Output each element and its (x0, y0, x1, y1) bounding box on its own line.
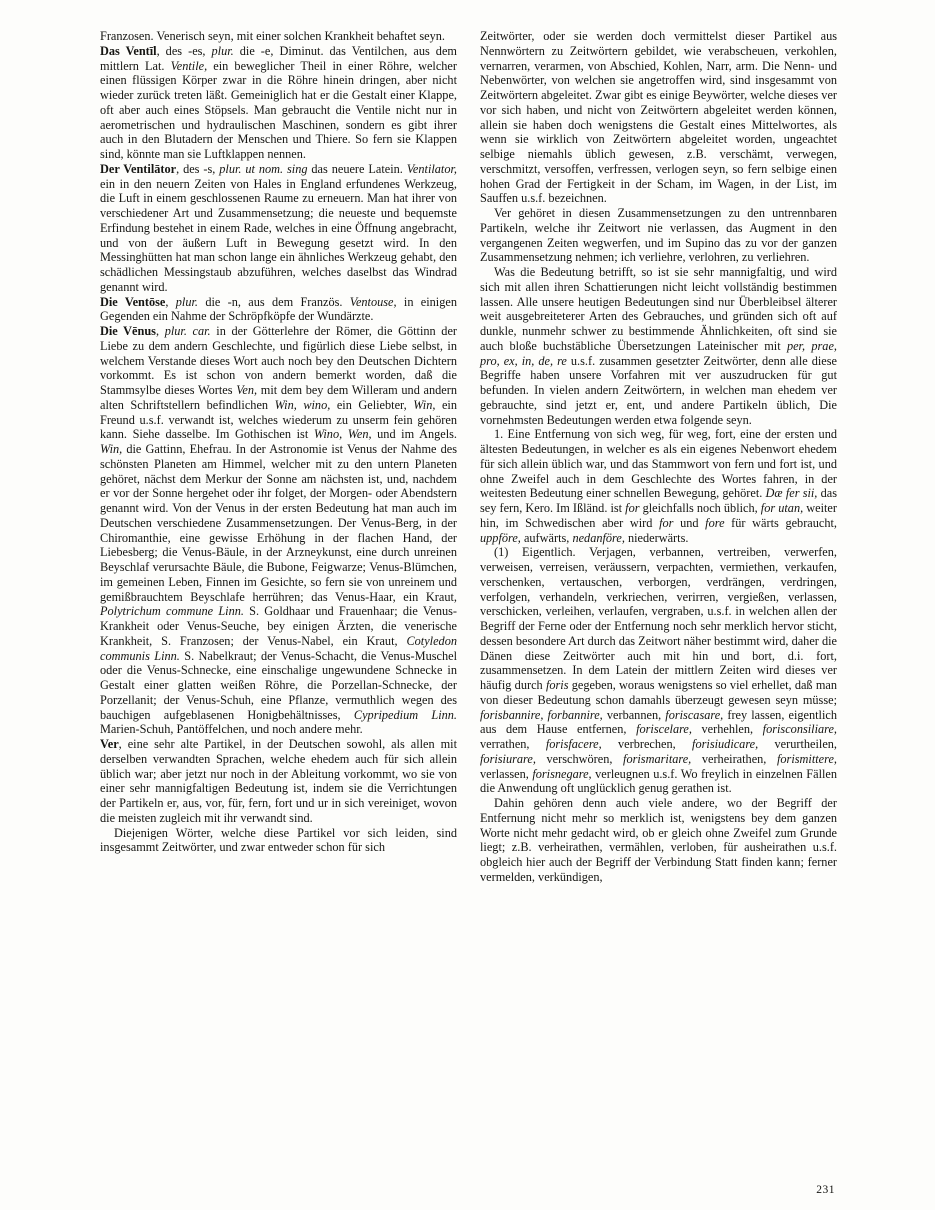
text-segment: die -n, aus dem Französ. (198, 294, 350, 309)
text-segment: die Gattinn, Ehefrau. In der Astronomie ist Venus der Nahme des schönsten Planeten am Himmel, welcher mit zu den untern Planeten gehöret, nächst dem Merkur der Sonne am nächsten ist, und, nachdem er vor der Sonne hergehet oder ihr folget, der Morgen- oder Abendstern genannt wird. Von der Venus in der ersten Bedeutung hat man auch im Deutschen verschiedene Zusammensetzungen. Der Venus-Berg, in der Chiromanthie, eine gewisse Erhöhung in der flachen Hand, der Liebesberg; die Venus-Bäule, in der Arzneykunst, eine durch unreinen Beyschlaf verursachte Bäule, die Bubone, Feigwarze; Venus-Blümchen, im gemeinen Leben, Finnen im Gesichte, so fern sie von unreinem und gemißbrauchtem Beyschlafe herrühren; das Venus-Haar, ein Kraut, (100, 442, 457, 604)
text-segment: mit dem bey dem Willeram und andern alten Schriftstellern befindlichen (100, 383, 457, 412)
left-column (100, 29, 457, 885)
text-segment: forisfacere, (545, 737, 602, 751)
paragraph (100, 826, 457, 856)
text-segment: Franzosen. Venerisch seyn, mit einer solchen Krankheit behaftet seyn. (100, 29, 446, 43)
text-segment: fore (705, 515, 725, 530)
text-segment: foris (545, 678, 569, 692)
text-segment: Dahin gehören denn auch viele andere, wo der Begriff der Entfernung nicht mehr so merklich ist, wenigstens bey dem ganzen Worte nicht mehr gedacht wird, ob er gleich ohne Zweifel zum Grunde liegt; z.B. verheirathen, vermählen, verloben, für ausheirathen u.s.f. obgleich hier auch der Begriff der Verbindung Statt finden kann; ferner vermelden, verkündigen, (480, 796, 837, 884)
text-segment: das sey fern, Kero. Im Ißländ. ist (480, 486, 837, 515)
text-segment: das neuere Latein. (307, 161, 407, 176)
text-segment: Cypripedium Linn. (353, 707, 457, 722)
text-segment: Win, (413, 397, 436, 412)
text-segment: ein Geliebter, (330, 397, 414, 412)
text-segment: nedanföre, (572, 530, 625, 545)
text-segment: , eine sehr alte Partikel, in der Deutschen sowohl, als allen mit derselben verwandten Sprachen, welche ehedem auch für sich allein üblich war; aber jetzt nur noch in der Ableitung vorkommt, wo sie von einer sehr mannigfaltigen Bedeutung ist, indem sie die Verrichtungen der Partikeln er, aus, vor, für, fern, fort und ur in sich vereiniget, wovon die meisten zugleich mit ihr verwandt sind. (100, 737, 457, 825)
text-segment: plur. car. (164, 324, 211, 338)
text-segment: , (155, 324, 165, 338)
text-segment: foriscelare, (636, 722, 692, 737)
paragraph (100, 44, 457, 162)
text-segment: verhehlen, (691, 722, 763, 737)
paragraph (100, 29, 457, 44)
text-segment: Ventilator, (406, 161, 457, 176)
text-segment: Ventouse, (349, 294, 397, 309)
right-column (480, 29, 837, 885)
paragraph (100, 295, 457, 325)
paragraph (480, 29, 837, 206)
text-segment: , (165, 294, 176, 309)
text-segment: ein in den neuern Zeiten von Hales in England erfundenes Werkzeug, die Luft in einem geschlossenen Raume zu erneuern. Man hat ihrer von verschiedener Art und Zusammensetzung; die neueste und bequemste Erfindung bestehet in einem Rade, welches in eine Öffnung angebracht, und von der äußern Luft in Bewegung gesetzt wird. In den Messinghütten hat man schon lange ein ähnliches Werkzeug gehabt, den schädlichen Messingstaub abzuführen, welches daselbst das Windrad genannt wird. (100, 176, 457, 294)
paragraph (100, 324, 457, 737)
text-segment: verurtheilen, (758, 737, 837, 751)
text-segment: verschwören, (535, 751, 624, 766)
text-segment: Ver (100, 737, 119, 751)
text-segment: verrathen, (480, 737, 546, 751)
text-segment: Die Ventōse (100, 294, 166, 309)
text-segment: forisnegare, (532, 766, 592, 781)
paragraph (480, 796, 837, 885)
text-segment: S. Goldhaar und Frauenhaar; die Venus-Krankheit oder Venus-Seuche, bey einigen Ärzten, die venerische Krankheit, S. Franzosen; der Venus-Nabel, ein Kraut, (100, 604, 458, 648)
text-segment: verbannen, (602, 707, 666, 722)
text-segment: plur. (175, 294, 198, 309)
text-segment: for utan, (760, 501, 804, 515)
text-segment: forisconsiliare, (762, 722, 838, 737)
text-segment: für wärts gebraucht, (724, 515, 838, 530)
text-segment: 1. Eine Entfernung von sich weg, für weg, fort, eine der ersten und ältesten Bedeutungen, in welcher es als ein eigenes Nebenwort ehedem für sich allein üblich war, und das Stammwort von fern und fort ist, und ohne Zweifel auch in dem Geschlechte des Wortes fahren, in der weitesten Bedeutung einer schnellen Bewegung, gehöret. (480, 427, 837, 501)
text-segment: niederwärts. (624, 530, 689, 545)
text-segment: ein Freund u.s.f. verwandt ist, welches wiederum zu unserm fein gehören kann. Siehe dasselbe. Im Gothischen ist (100, 397, 457, 442)
text-segment: forismaritare, (623, 751, 692, 766)
text-segment: und im Angels. (371, 427, 457, 442)
text-segment: Die Vēnus (100, 324, 156, 338)
text-segment: per, prae, pro, ex, in, de, re (480, 338, 837, 368)
text-segment: verheirathen, (691, 751, 777, 766)
text-segment: forismittere, (776, 751, 837, 766)
text-segment: foriscasare, (665, 707, 724, 722)
text-segment: Win, (100, 442, 123, 456)
text-segment: Cotyledon communis Linn. (100, 633, 457, 663)
text-segment: plur. (211, 43, 234, 58)
text-segment: u.s.f. zusammen gesetzter Zeitwörter, denn alle diese Begriffe haben unsere Vorfahren mit ver auszudrucken für gut befunden. In vielen andern Zeitwörtern, in welchen man ehedem ver gebrauchte, sind jetzt er, ent, und andere Partikeln üblich, Die vornehmsten Bedeutungen werden etwa folgende seyn. (480, 353, 837, 427)
text-segment: uppföre, (480, 530, 521, 545)
text-columns (100, 29, 838, 885)
text-segment: Marien-Schuh, Pantöffelchen, und noch andere mehr. (100, 722, 363, 737)
text-segment: Diejenigen Wörter, welche diese Partikel vor sich leiden, sind insgesammt Zeitwörter, und zwar entweder schon für sich (100, 825, 457, 855)
text-segment: in einigen Gegenden ein Nahme der Schröpfköpfe der Wundärzte. (100, 294, 457, 324)
text-segment: Was die Bedeutung betrifft, so ist sie sehr mannigfaltig, und wird sich mit allen ihren Schattierungen nicht leicht vollständig bestimmen lassen. Alle unsere heutigen Bedeutungen sind nur Überbleibsel älterer weit ausgebreiteterer Arten des Gebrauches, und gründen sich oft auf dunkle, nunmehr schwer zu bestimmende Ähnlichkeiten, oft sind sie auch bloße buchstäbliche Übersetzungen Lateinischer mit (480, 265, 837, 353)
text-segment: Dæ fer sii, (765, 486, 818, 501)
text-segment: forisbannire, forbannire, (480, 707, 603, 722)
paragraph (480, 545, 837, 796)
text-segment: Ver gehöret in diesen Zusammensetzungen zu den untrennbaren Partikeln, welche ihr Zeitwort nie verlassen, das Augment in den vergangenen Zeiten wegwerfen, und im Supino das zu vor der ganzen Zusammensetzung nehmen; ich verliehre, verlohren, zu verliehren. (480, 206, 837, 265)
text-segment: Win, wino, (274, 397, 331, 412)
text-segment: gleichfalls noch üblich, (639, 501, 761, 515)
page-number: 231 (816, 1184, 835, 1196)
text-segment: weiter hin, im Schwedischen aber wird (480, 501, 837, 530)
text-segment: frey lassen, eigentlich aus dem Hause entfernen, (480, 707, 837, 737)
text-segment: for (659, 515, 674, 530)
text-segment: Zeitwörter, oder sie werden doch vermittelst dieser Partikel aus Nennwörtern zu Zeitwörtern gebildet, wie verabscheuen, verkohlen, vernarren, verarmen, von Abschied, Kohlen, Narr, arm. Die Nenn- und Nebenwörter, von welchen sie angetroffen wird, sind insgesammt von Zeitwörtern abgeleitet. Zwar gibt es einige Beywörter, welche dieses ver vor sich haben, und nicht von Zeitwörtern abgeleitet werden können, allein sie haben doch wenigstens die Gestalt eines Mittelwortes, als wenn sie wirklich von Zeitwörtern abgeleitet worden, ungeachtet selbige niemahls üblich gewesen, z.B. verschämt, verwegen, verschmitzt, versoffen, verfressen, verlogen seyn, so fern selbige einen hohen Grad der Fertigkeit in der Scham, im Wagen, in der List, im Sauffen u.s.f. bezeichnen. (480, 29, 837, 206)
text-segment: Wino, Wen, (313, 427, 372, 442)
text-segment: und (673, 515, 706, 530)
paragraph (480, 427, 837, 545)
text-segment: forisiurare, (480, 751, 536, 766)
text-segment: , des -s, (176, 161, 220, 176)
text-segment: plur. ut nom. sing (219, 161, 308, 176)
text-segment: forisiudicare, (692, 737, 759, 751)
text-segment: S. Nabelkraut; der Venus-Schacht, die Venus-Muschel oder die Venus-Schnecke, eine einschalige ungewundene Schnecke in Gestalt einer glatten weißen Röhre, die Porzellan-Schnecke, der Porzellanit; der Venus-Schuh, eine Pflanze, vermuthlich wegen des bauchigen aufgeblasenen Honigbehältnisses, (100, 648, 457, 722)
text-segment: Ventile, (170, 58, 208, 73)
text-segment: Polytrichum commune Linn. (100, 604, 244, 619)
text-segment: verlassen, (480, 766, 533, 781)
text-segment: in der Götterlehre der Römer, die Göttinn der Liebe zu dem andern Geschlechte, und figürlich diese Liebe selbst, in welchem Verstande dieses Wort auch noch bey den Deutschen Dichtern vorkommt. Es ist schon von andern bemerkt worden, daß die Stammsylbe dieses Wortes (100, 324, 457, 397)
text-segment: die -e, Diminut. das Ventilchen, aus dem mittlern Lat. (100, 43, 457, 73)
text-segment: for (625, 501, 640, 515)
text-segment: verleugnen u.s.f. Wo freylich in einzelnen Fällen die Anwendung oft unglücklich genug gerathen ist. (480, 766, 838, 796)
text-segment: Der Ventilātor (100, 161, 177, 176)
text-segment: (1) Eigentlich. Verjagen, verbannen, vertreiben, verwerfen, verweisen, verreisen, veräussern, verpachten, vermiethen, verkaufen, verschenken, vertauschen, verborgen, verdrängen, verdringen, verfolgen, verhandeln, verkriechen, verirren, vergießen, verlassen, verschicken, verleihen, verlaufen, vergraben, u.s.f. in welchen allen der Begriff der Ferne oder der Entfernung noch sehr merklich hervor sticht, dessen besondere Art durch das Zeitwort näher bestimmt wird, daher die Dänen diese Zeitwörter auch mit hin und bort, d.i. fort, zusammensetzen. In dem Latein der mittlern Zeiten wird dieses ver häufig durch (480, 545, 837, 692)
text-segment: Ven, (236, 383, 258, 397)
paragraph (100, 162, 457, 295)
text-segment: , des -es, (156, 43, 212, 58)
text-segment: Das Ventīl (100, 43, 157, 58)
text-segment: verbrechen, (601, 737, 693, 751)
text-segment: aufwärts, (520, 530, 573, 545)
paragraph (100, 737, 457, 826)
text-segment: gegeben, woraus wenigstens so viel erhellet, daß man von dieser Bedeutung schon damahls überzeugt gewesen seyn müsse; (480, 678, 837, 707)
text-segment: ein beweglicher Theil in einer Röhre, welcher einen flüssigen Körper zwar in die Röhre hinein dringen, aber nicht wieder zurück treten läßt. Gemeiniglich hat er die Gestalt einer Klappe, oft aber auch eines Stöpsels. Man gebraucht die Ventile nicht nur in aerometrischen und hydraulischen Maschinen, sondern es gibt ihrer auch in den Blutadern der Menschen und Thiere. So fern sie Klappen sind, könnte man sie Luftklappen nennen. (100, 58, 457, 161)
paragraph (480, 265, 837, 427)
paragraph (480, 206, 837, 265)
